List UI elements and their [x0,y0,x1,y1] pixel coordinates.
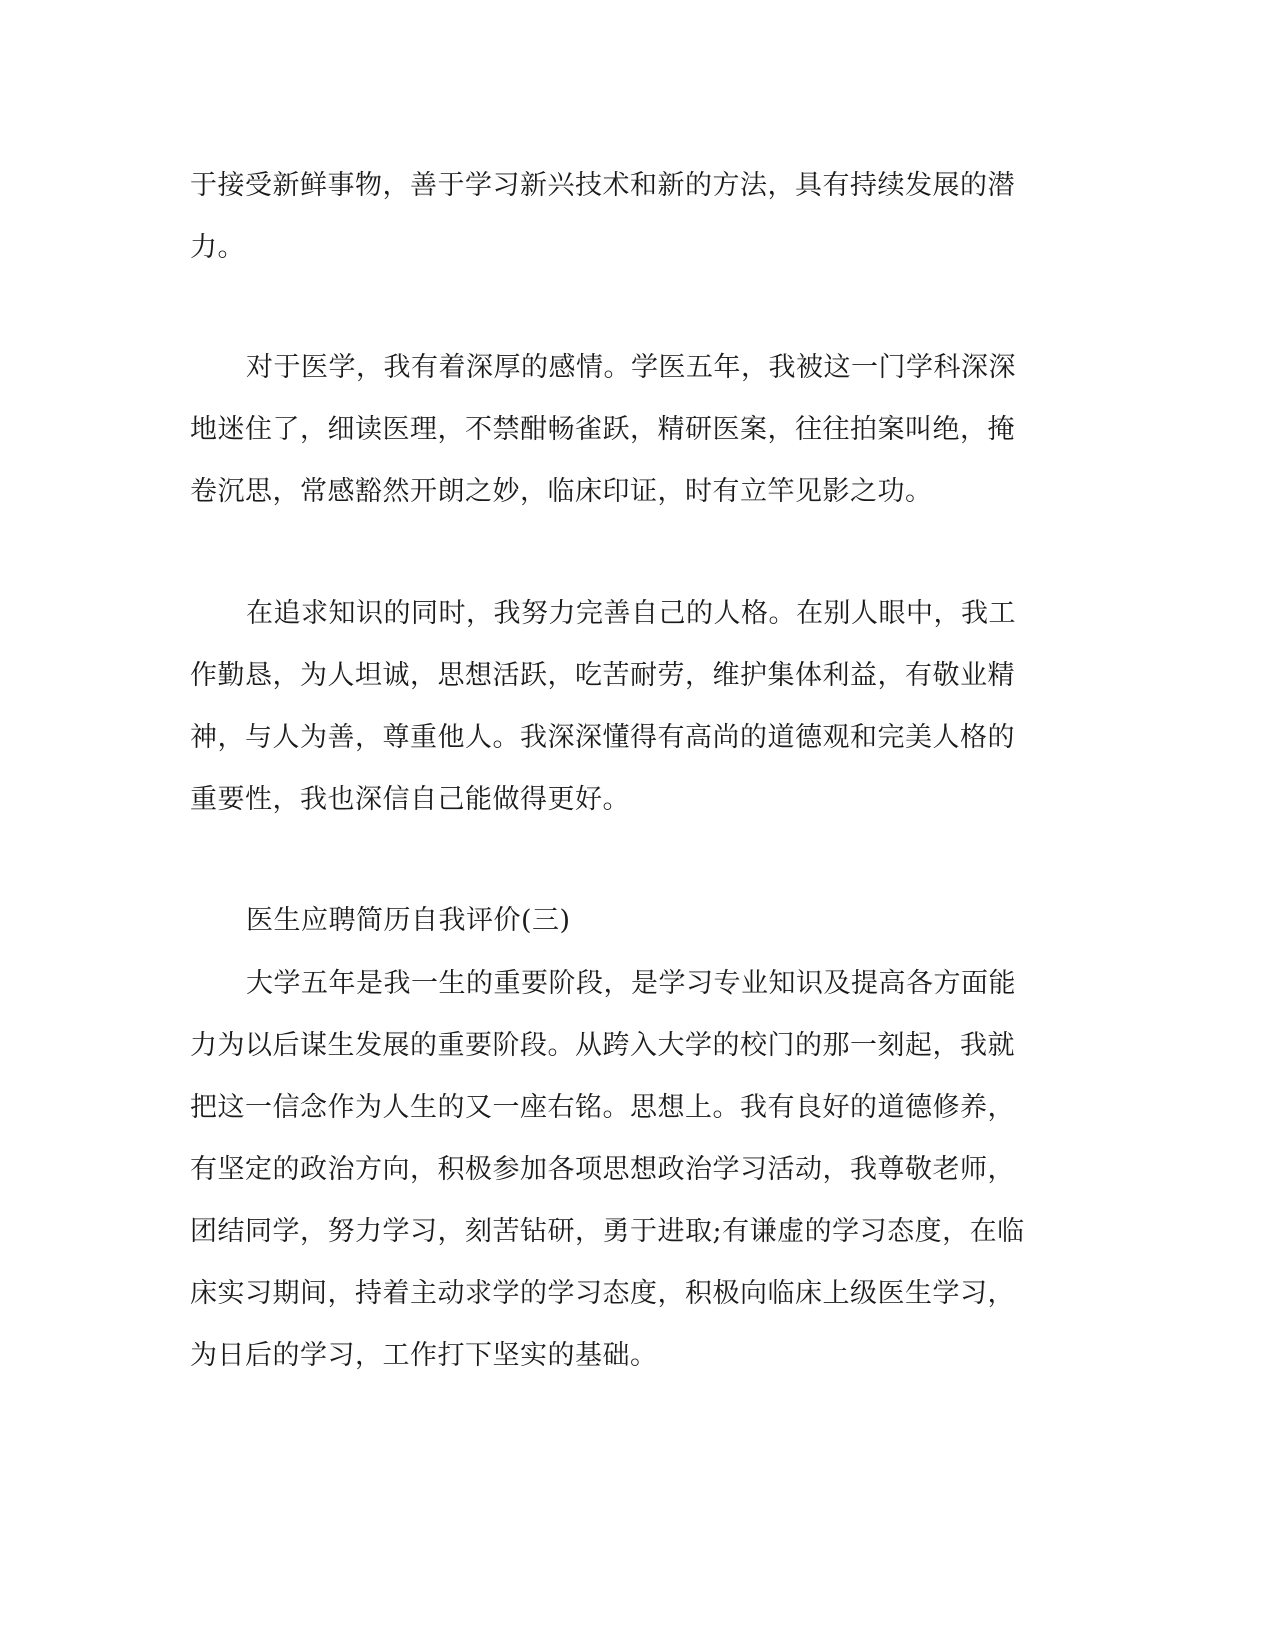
final-paragraph-line-3: 把这一信念作为人生的又一座右铭。思想上。我有良好的道德修养， [190,1092,1015,1123]
final-paragraph-line-1: 大学五年是我一生的重要阶段，是学习专业知识及提高各方面能 [246,968,1016,999]
final-paragraph-line-6: 床实习期间，持着主动求学的学习态度，积极向临床上级医生学习， [190,1278,1015,1309]
paragraph-3-line-1: 在追求知识的同时，我努力完善自己的人格。在别人眼中，我工 [246,598,1016,629]
paragraph-2-line-2: 地迷住了，细读医理，不禁酣畅雀跃，精研医案，往往拍案叫绝，掩 [190,414,1015,445]
paragraph-2-line-1: 对于医学，我有着深厚的感情。学医五年，我被这一门学科深深 [246,352,1016,383]
final-paragraph-line-5: 团结同学，努力学习，刻苦钻研，勇于进取;有谦虚的学习态度，在临 [190,1216,1025,1247]
final-paragraph-line-2: 力为以后谋生发展的重要阶段。从跨入大学的校门的那一刻起，我就 [190,1030,1015,1061]
paragraph-1-line-2: 力。 [190,232,245,263]
paragraph-1-line-1: 于接受新鲜事物，善于学习新兴技术和新的方法，具有持续发展的潜 [190,170,1015,201]
paragraph-3-line-2: 作勤恳，为人坦诚，思想活跃，吃苦耐劳，维护集体利益，有敬业精 [190,660,1015,691]
paragraph-3-line-4: 重要性，我也深信自己能做得更好。 [190,784,630,815]
final-paragraph-line-7: 为日后的学习，工作打下坚实的基础。 [190,1340,658,1371]
final-paragraph-line-4: 有坚定的政治方向，积极参加各项思想政治学习活动，我尊敬老师， [190,1154,1015,1185]
section-heading: 医生应聘简历自我评价(三) [246,905,571,936]
paragraph-2-line-3: 卷沉思，常感豁然开朗之妙，临床印证，时有立竿见影之功。 [190,476,933,507]
paragraph-3-line-3: 神，与人为善，尊重他人。我深深懂得有高尚的道德观和完美人格的 [190,722,1015,753]
